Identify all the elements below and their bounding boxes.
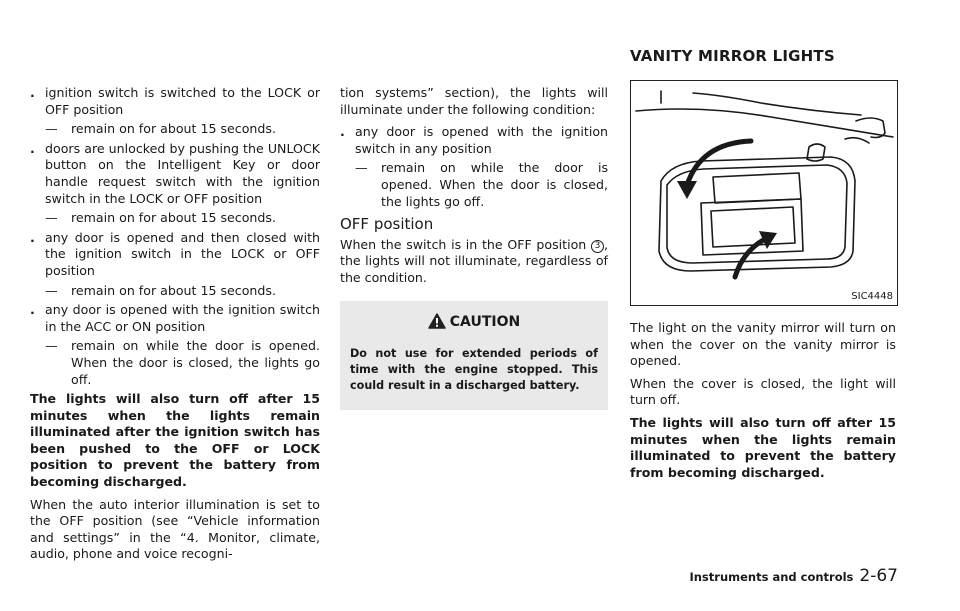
column-1 [30,85,320,569]
figure-label: SIC4448 [851,291,893,302]
list-item: . any door is opened with the ignition switch in the ACC or ON position [30,302,320,334]
list-item: . doors are unlocked by pushing the UNLOCK button on the Intelligent Key or door handle request switch with the ignition switch in the LOCK or OFF position [30,140,320,206]
warning-icon [428,313,446,329]
bold-note: The lights will also turn off after 15 minutes when the lights remain illuminated to prevent the battery from becoming discharged. [630,414,896,480]
paragraph: When the auto interior illumination is set to the OFF position (see “Vehicle information and settings” in the “4. Monitor, climate, audio, phone and voice recogni- [30,496,320,562]
paragraph: tion systems” section), the lights will illuminate under the following condition: [340,85,608,117]
bold-note: The lights will also turn off after 15 minutes when the lights remain illuminated after the ignition switch has been pushed to the OFF or LOCK position to prevent the battery from becoming discharged. [30,391,320,490]
list-item: . ignition switch is switched to the LOCK or OFF position [30,85,320,117]
caution-text: Do not use for extended periods of time with the engine stopped. This could result in a discharged battery. [350,347,598,393]
paragraph: When the switch is in the OFF position 3 , the lights will not illuminate, regardless of the condition. [340,236,608,285]
vanity-mirror-figure [630,80,898,306]
page-number: 2-67 [859,566,898,586]
column-3 [630,320,896,487]
page-footer [689,566,898,586]
callout-number: 3 [591,240,604,253]
paragraph: When the cover is closed, the light will turn off. [630,375,896,408]
sub-item: — remain on for about 15 seconds. [45,121,276,137]
section-title: VANITY MIRROR LIGHTS [630,47,835,65]
list-item: . any door is opened with the ignition switch in any position [340,124,608,156]
sub-item: — remain on while the door is opened. When the door is closed, the lights go off. [45,338,320,387]
vanity-mirror-illustration [631,81,897,305]
sub-item: — remain on for about 15 seconds. [45,210,276,226]
caution-box [340,301,608,411]
footer-section-name: Instruments and controls [689,570,854,584]
column-2 [340,85,608,410]
off-position-heading: OFF position [340,215,434,234]
sub-item: — remain on while the door is opened. When the door is closed, the lights go off. [355,160,608,209]
list-item: . any door is opened and then closed with the ignition switch in the LOCK or OFF position [30,229,320,278]
caution-header: CAUTION [350,313,598,331]
paragraph: The light on the vanity mirror will turn on when the cover on the vanity mirror is opened. [630,320,896,369]
sub-item: — remain on for about 15 seconds. [45,282,276,298]
